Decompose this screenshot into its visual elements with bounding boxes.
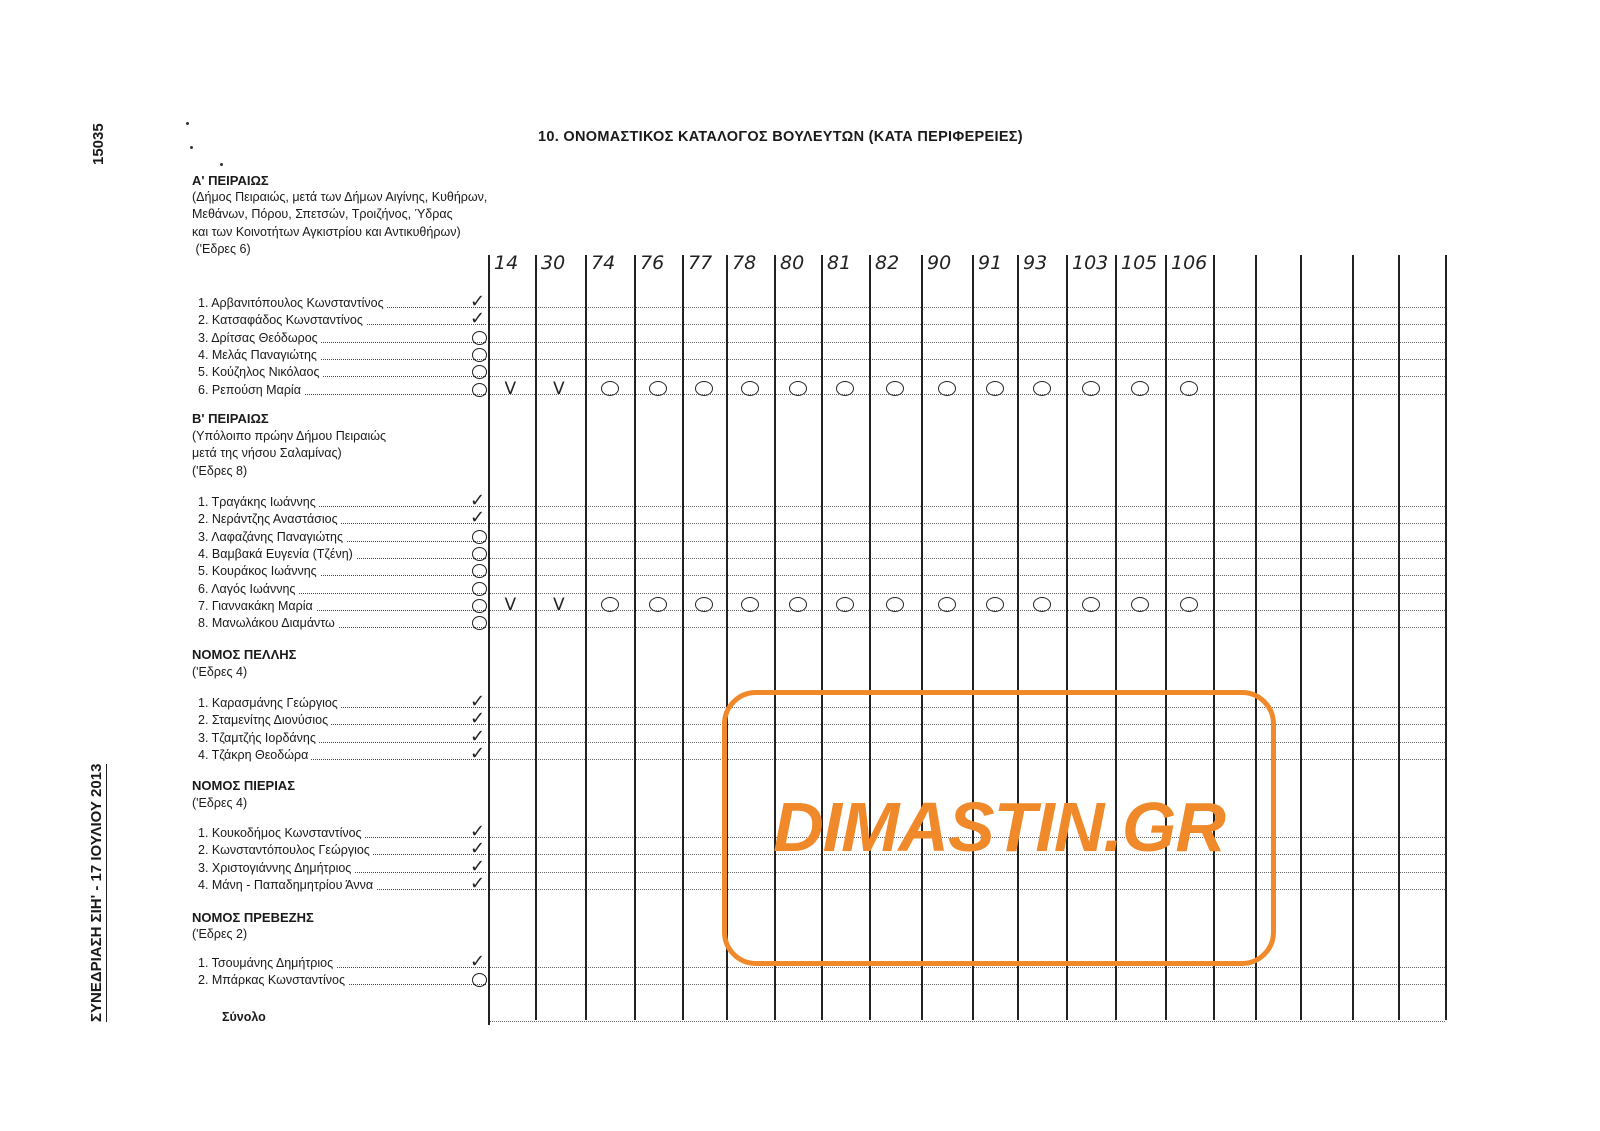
watermark-text: DIMASTIN.GR bbox=[773, 788, 1225, 866]
group-seats-description: ('Εδρες 4) bbox=[192, 665, 248, 679]
mp-name bbox=[198, 546, 486, 563]
vote-zero-mark bbox=[695, 381, 713, 396]
check-mark: ✓ bbox=[470, 725, 486, 747]
vote-column-number: 105 bbox=[1121, 252, 1158, 274]
mp-name bbox=[198, 972, 486, 989]
check-mark: ✓ bbox=[470, 507, 486, 529]
check-mark: ✓ bbox=[470, 691, 486, 712]
vote-zero-mark bbox=[986, 381, 1004, 396]
mp-name bbox=[198, 529, 486, 546]
mp-name bbox=[198, 507, 486, 529]
vote-column-number: 82 bbox=[875, 252, 900, 274]
vote-zero-mark bbox=[1131, 381, 1149, 396]
grid-column-line bbox=[682, 255, 684, 1020]
vote-zero-mark bbox=[789, 597, 807, 612]
mp-name-text: 3. Χριστογιάννης Δημήτριος bbox=[198, 861, 354, 875]
grid-column-line bbox=[1445, 255, 1447, 1020]
mp-name-text: 5. Κουράκος Ιωάννης bbox=[198, 564, 320, 578]
vote-column-number: 81 bbox=[827, 252, 852, 274]
zero-mark bbox=[472, 331, 487, 345]
mp-name bbox=[198, 382, 486, 399]
vote-zero-mark bbox=[601, 381, 619, 396]
vote-zero-mark bbox=[886, 597, 904, 612]
vote-column-number: 78 bbox=[732, 252, 757, 274]
vote-zero-mark bbox=[741, 597, 759, 612]
mp-name-text: 8. Μανωλάκου Διαμάντω bbox=[198, 616, 338, 630]
mp-name bbox=[198, 821, 486, 842]
check-mark: ✓ bbox=[470, 821, 486, 842]
grid-column-line bbox=[585, 255, 587, 1020]
group-title: ΝΟΜΟΣ ΠΙΕΡΙΑΣ bbox=[192, 778, 295, 793]
group-seats-description: (Υπόλοιπο πρώην Δήμου Πειραιώς μετά της νήσου Σαλαμίνας) ('Εδρες 8) bbox=[192, 429, 387, 478]
mp-name-text: 1. Τσουμάνης Δημήτριος bbox=[198, 956, 336, 970]
mp-name-text: 1. Αρβανιτόπουλος Κωνσταντίνος bbox=[198, 296, 387, 310]
vote-column-number: 91 bbox=[978, 252, 1003, 274]
mp-name bbox=[198, 838, 486, 860]
mp-name bbox=[198, 490, 486, 511]
mp-name-text: 3. Δρίτσας Θεόδωρος bbox=[198, 331, 321, 345]
grid-column-line bbox=[1352, 255, 1354, 1020]
vote-zero-mark bbox=[1033, 381, 1051, 396]
vote-zero-mark bbox=[649, 381, 667, 396]
zero-mark bbox=[472, 582, 487, 596]
vote-column-number: 103 bbox=[1072, 252, 1109, 274]
vote-zero-mark bbox=[1180, 381, 1198, 396]
check-mark: ✓ bbox=[470, 855, 486, 877]
total-label: Σύνολο bbox=[222, 1009, 486, 1026]
mp-name-text: 7. Γιαννακάκη Μαρία bbox=[198, 599, 316, 613]
vote-zero-mark bbox=[695, 597, 713, 612]
grid-column-line bbox=[1300, 255, 1302, 1020]
mp-name bbox=[198, 291, 486, 312]
document-title: 10. ΟΝΟΜΑΣΤΙΚΟΣ ΚΑΤΑΛΟΓΟΣ ΒΟΥΛΕΥΤΩΝ (ΚΑΤΑ ΠΕΡΙΦΕΡΕΙΕΣ) bbox=[538, 129, 1023, 145]
page-number: 15035 bbox=[90, 123, 107, 165]
mp-name-text: 2. Κωνσταντόπουλος Γεώργιος bbox=[198, 843, 373, 857]
mp-name bbox=[198, 872, 486, 894]
zero-mark bbox=[472, 547, 487, 561]
vote-check-mark: V bbox=[553, 594, 565, 615]
mp-name bbox=[198, 708, 486, 730]
vote-zero-mark bbox=[886, 381, 904, 396]
grid-column-line bbox=[634, 255, 636, 1020]
vote-column-number: 106 bbox=[1171, 252, 1208, 274]
mp-name-text: 1. Τραγάκης Ιωάννης bbox=[198, 495, 319, 509]
zero-mark bbox=[472, 348, 487, 362]
grid-column-line bbox=[535, 255, 537, 1020]
mp-name bbox=[198, 364, 486, 381]
mp-name bbox=[198, 725, 486, 747]
mp-name-text: 4. Μελάς Παναγιώτης bbox=[198, 348, 320, 362]
vote-check-mark: V bbox=[504, 594, 517, 615]
vote-zero-mark bbox=[1082, 597, 1100, 612]
vote-zero-mark bbox=[601, 597, 619, 612]
zero-mark bbox=[472, 616, 487, 630]
mp-name-text: 6. Λαγός Ιωάννης bbox=[198, 582, 298, 596]
vote-zero-mark bbox=[1033, 597, 1051, 612]
vote-column-number: 93 bbox=[1023, 252, 1048, 274]
zero-mark bbox=[472, 383, 487, 397]
mp-name-text: 3. Τζαμτζής Ιορδάνης bbox=[198, 731, 319, 745]
vote-zero-mark bbox=[938, 381, 956, 396]
check-mark: ✓ bbox=[470, 708, 486, 730]
mp-name bbox=[198, 347, 486, 364]
group-seats-description: ('Εδρες 4) bbox=[192, 796, 248, 810]
vote-column-number: 77 bbox=[688, 252, 713, 274]
check-mark: ✓ bbox=[470, 872, 486, 894]
grid-column-line bbox=[488, 255, 490, 1025]
check-mark: ✓ bbox=[470, 490, 486, 511]
watermark-stamp bbox=[722, 690, 1276, 966]
mp-name bbox=[198, 563, 486, 580]
vote-column-number: 80 bbox=[780, 252, 805, 274]
vote-column-number: 90 bbox=[927, 252, 952, 274]
mp-name-text: 1. Κουκοδήμος Κωνσταντίνος bbox=[198, 826, 365, 840]
mp-name bbox=[198, 742, 486, 764]
mp-name-text: 2. Σταμενίτης Διονύσιος bbox=[198, 713, 331, 727]
zero-mark bbox=[472, 599, 487, 613]
vote-zero-mark bbox=[1180, 597, 1198, 612]
check-mark: ✓ bbox=[470, 308, 486, 330]
group-title: ΝΟΜΟΣ ΠΡΕΒΕΖΗΣ bbox=[192, 910, 314, 925]
vote-column-number: 74 bbox=[591, 252, 616, 274]
mp-name-text: 1. Καρασμάνης Γεώργιος bbox=[198, 696, 341, 710]
group-seats-description: (Δήμος Πειραιώς, μετά των Δήμων Αιγίνης, Κυθήρων, Μεθάνων, Πόρου, Σπετσών, Τροιζήνος, Ύδρας και των Κοινοτήτων Αγκιστρίου και Αντικυθήρων) ('Εδρες 6) bbox=[192, 190, 488, 256]
mp-name-text: 4. Βαμβακά Ευγενία (Τζένη) bbox=[198, 547, 356, 561]
vote-check-mark: V bbox=[504, 378, 517, 399]
vote-zero-mark bbox=[741, 381, 759, 396]
vote-zero-mark bbox=[1131, 597, 1149, 612]
group-seats-description: ('Εδρες 2) bbox=[192, 927, 248, 941]
vote-zero-mark bbox=[938, 597, 956, 612]
vote-zero-mark bbox=[1082, 381, 1100, 396]
speck bbox=[190, 146, 193, 149]
check-mark: ✓ bbox=[470, 742, 486, 764]
speck bbox=[186, 122, 189, 125]
mp-name bbox=[198, 330, 486, 347]
mp-name-text: 4. Τζάκρη Θεοδώρα bbox=[198, 748, 311, 762]
grid-column-line bbox=[1398, 255, 1400, 1020]
mp-name bbox=[198, 598, 486, 615]
mp-name bbox=[198, 691, 486, 712]
vote-column-number: 76 bbox=[640, 252, 665, 274]
mp-name-text: 2. Μπάρκας Κωνσταντίνος bbox=[198, 973, 348, 987]
mp-name-text: 5. Κούζηλος Νικόλαος bbox=[198, 365, 323, 379]
mp-name-text: 2. Κατσαφάδος Κωνσταντίνος bbox=[198, 313, 366, 327]
check-mark: ✓ bbox=[470, 951, 486, 972]
group-title: ΝΟΜΟΣ ΠΕΛΛΗΣ bbox=[192, 647, 297, 662]
vote-zero-mark bbox=[986, 597, 1004, 612]
mp-name bbox=[198, 615, 486, 632]
group-title: Α' ΠΕΙΡΑΙΩΣ bbox=[192, 173, 269, 188]
mp-name-text: 2. Νεράντζης Αναστάσιος bbox=[198, 512, 341, 526]
mp-name-text: 4. Μάνη - Παπαδημητρίου Άννα bbox=[198, 878, 376, 892]
vote-zero-mark bbox=[836, 597, 854, 612]
mp-name bbox=[198, 581, 486, 598]
check-mark: ✓ bbox=[470, 838, 486, 860]
mp-name-text: 6. Ρεπούση Μαρία bbox=[198, 383, 304, 397]
vote-column-number: 14 bbox=[494, 252, 519, 274]
mp-name bbox=[198, 855, 486, 877]
speck bbox=[220, 163, 223, 166]
check-mark: ✓ bbox=[470, 291, 486, 312]
vote-check-mark: V bbox=[553, 378, 565, 399]
zero-mark bbox=[472, 530, 487, 544]
vote-zero-mark bbox=[789, 381, 807, 396]
vote-column-number: 30 bbox=[541, 252, 566, 274]
mp-name-text: 3. Λαφαζάνης Παναγιώτης bbox=[198, 530, 346, 544]
vote-zero-mark bbox=[836, 381, 854, 396]
vote-zero-mark bbox=[649, 597, 667, 612]
mp-name bbox=[198, 308, 486, 330]
mp-name bbox=[198, 951, 486, 972]
group-title: Β' ΠΕΙΡΑΙΩΣ bbox=[192, 411, 269, 426]
side-session-title: ΣΥΝΕΔΡΙΑΣΗ ΣΙΗ' - 17 ΙΟΥΛΙΟΥ 2013 bbox=[88, 763, 105, 1022]
